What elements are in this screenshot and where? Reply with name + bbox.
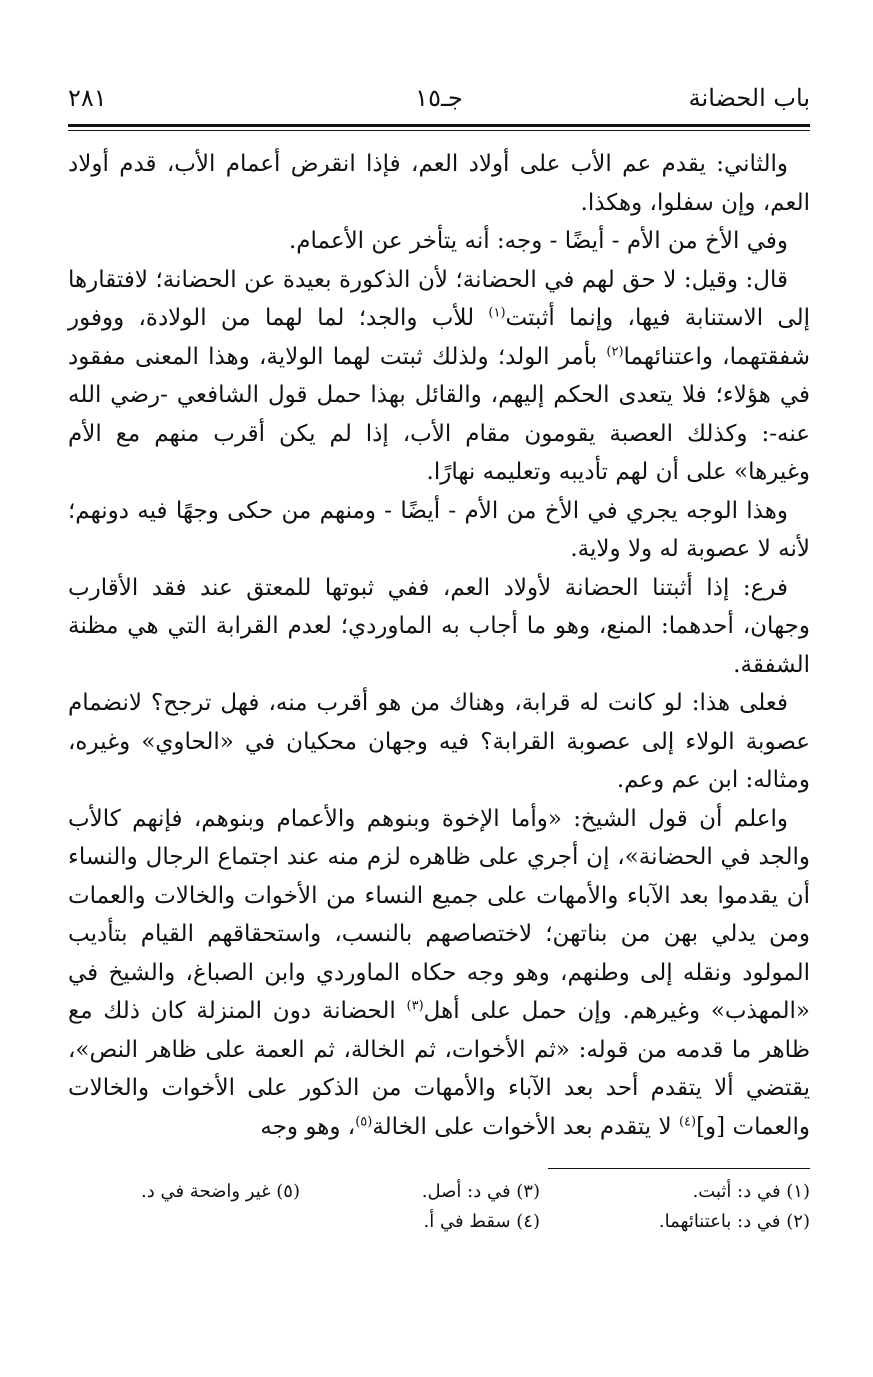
footnote-separator <box>548 1168 810 1169</box>
page-header <box>68 78 810 122</box>
header-rule-thick <box>68 124 810 127</box>
paragraph-text: للأب والجد؛ لما لهما من الولادة، ووفور شفقتهما، واعتنائهما <box>68 305 810 370</box>
paragraph <box>68 145 810 222</box>
paragraph-text: ، وهو وجه <box>260 1113 356 1140</box>
paragraph-text: لا يتقدم بعد الأخوات على الخالة <box>372 1113 679 1140</box>
footnote-marker: (٣) <box>406 998 424 1014</box>
footnote-marker: (١) <box>488 305 506 321</box>
header-rule-thin <box>68 130 810 131</box>
book-page <box>68 78 810 1235</box>
footnote-marker: (٢) <box>606 343 624 359</box>
footnotes <box>68 1179 810 1235</box>
main-text <box>68 145 810 1146</box>
footnote-1: (١) في د: أثبت. <box>692 1181 810 1202</box>
footnote-5: (٥) غير واضحة في د. <box>141 1181 300 1202</box>
paragraph <box>68 222 810 261</box>
paragraph <box>68 800 810 1147</box>
footnote-3: (٣) في د: أصل. <box>421 1181 540 1202</box>
footnote-4: (٤) سقط في أ. <box>423 1211 540 1232</box>
paragraph-text: فعلى هذا: لو كانت له قرابة، وهناك من هو أقرب منه، فهل ترجح؟ لانضمام عصوبة الولاء إلى عصوبة القرابة؟ فيه وجهان محكيان في «الحاوي» وغيره، ومثاله: ابن عم وعم. <box>68 690 810 793</box>
paragraph-text: بأمر الولد؛ ولذلك ثبتت لهما الولاية، وهذا المعنى مفقود في هؤلاء؛ فلا يتعدى الحكم إليهم، والقائل بهذا حمل قول الشافعي -رضي الله عنه-: وكذلك العصبة يقومون مقام الأب، إذا لم يكن أقرب منهم مع الأم وغيرها» على أن لهم تأديبه وتعليمه نهارًا. <box>68 343 810 485</box>
chapter-title: باب الحضانة <box>688 84 810 112</box>
footnote-marker: (٤) <box>678 1113 697 1129</box>
paragraph-text: واعلم أن قول الشيخ: «وأما الإخوة وبنوهم والأعمام وبنوهم، فإنهم كالأب والجد في الحضانة»، إن أجري على ظاهره لزم منه عند اجتماع الرجال والنساء أن يقدموا بعد الآباء والأمهات على جميع النساء من الأخوات والخالات والعمات ومن يدلي بهن من بناتهن؛ لاختصاصهم بالنسب، واستحقاقهم القيام بتأديب المولود ونقله إلى وطنهم، وهو وجه حكاه الماوردي وابن الصباغ، والشيخ في «المهذب» وغيرهم. وإن حمل على أهل <box>68 805 810 1024</box>
paragraph-text: الحضانة دون المنزلة كان ذلك مع ظاهر ما قدمه من قوله: «ثم الأخوات، ثم الخالة، ثم العمة على ظاهر النص»، يقتضي ألا يتقدم أحد بعد الآباء والأمهات من الذكور على الأخوات والخالات والعمات [و] <box>68 998 810 1140</box>
paragraph <box>68 569 810 685</box>
volume-number: جـ١٥ <box>415 84 463 112</box>
paragraph <box>68 261 810 492</box>
paragraph <box>68 492 810 569</box>
paragraph-text: فرع: إذا أثبتنا الحضانة لأولاد العم، ففي ثبوتها للمعتق عند فقد الأقارب وجهان، أحدهما: المنع، وهو ما أجاب به الماوردي؛ لعدم القرابة التي هي مظنة الشفقة. <box>68 574 810 678</box>
paragraph-text: وفي الأخ من الأم - أيضًا - وجه: أنه يتأخر عن الأعمام. <box>288 228 788 254</box>
paragraph-text: وهذا الوجه يجري في الأخ من الأم - أيضًا - ومنهم من حكى وجهًا فيه دونهم؛ لأنه لا عصوبة له ولا ولاية. <box>68 497 810 562</box>
footnote-2: (٢) في د: باعتنائهما. <box>658 1211 810 1232</box>
paragraph-text: قال: وقيل: لا حق لهم في الحضانة؛ لأن الذكورة بعيدة عن الحضانة؛ لافتقارها إلى الاستنابة فيها، وإنما أثبتت <box>68 266 810 331</box>
paragraph-text: والثاني: يقدم عم الأب على أولاد العم، فإذا انقرض أعمام الأب، قدم أولاد العم، وإن سفلوا، وهكذا. <box>68 151 810 216</box>
paragraph <box>68 684 810 800</box>
page-number: ٢٨١ <box>68 84 107 112</box>
footnote-marker: (٥) <box>355 1113 373 1129</box>
